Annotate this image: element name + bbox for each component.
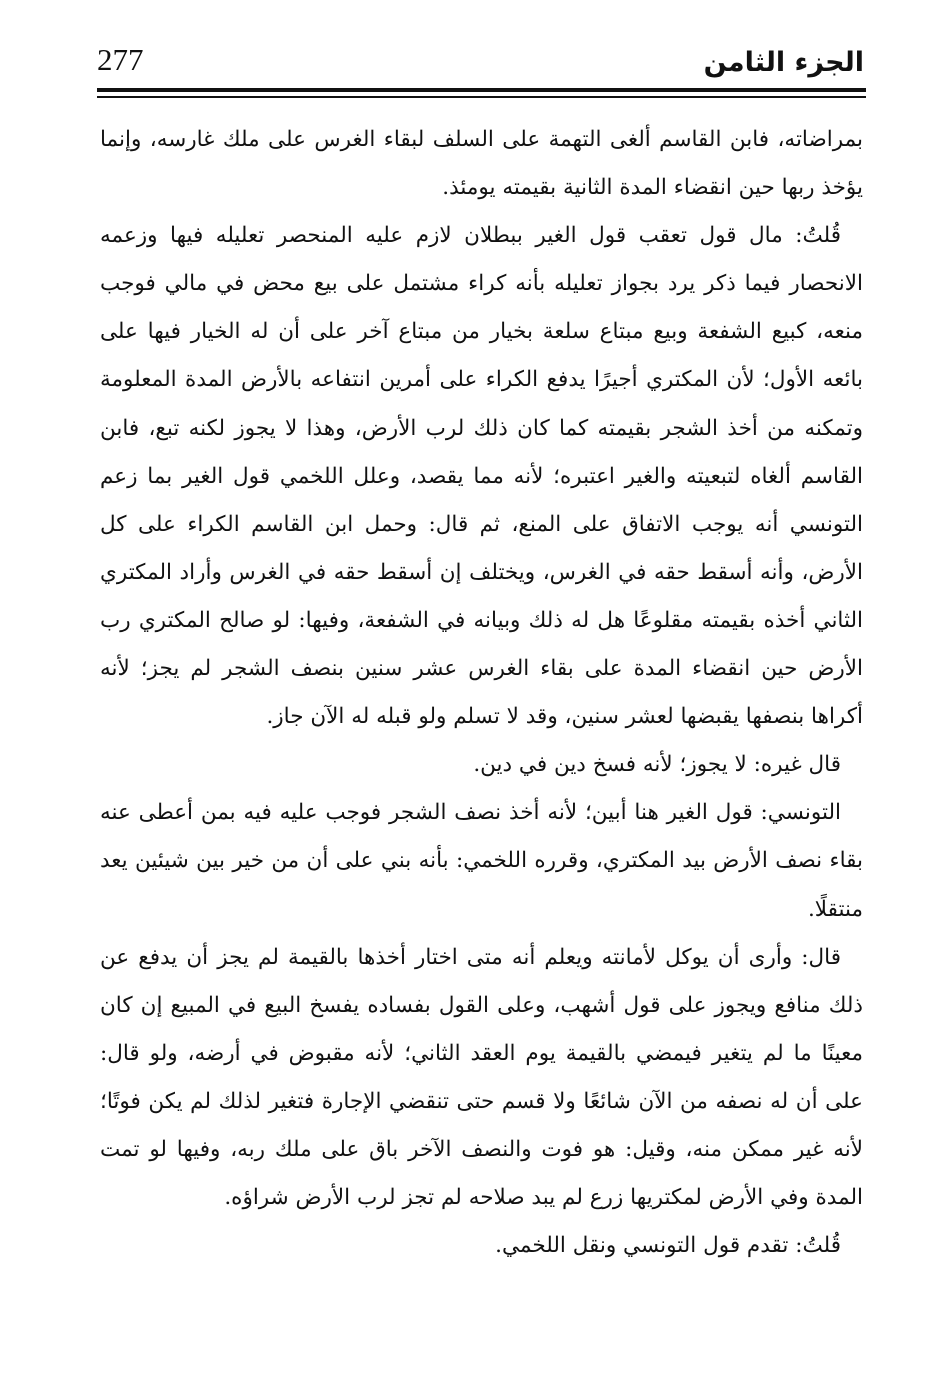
paragraph-2 (100, 212, 863, 741)
paragraph-4 (100, 789, 863, 933)
paragraph-1 (100, 116, 863, 212)
paragraph-text: مال قول تعقب قول الغير ببطلان لازم عليه المنحصر تعليله فيها وزعمه الانحصار فيما ذكر يرد بجواز تعليله بأنه كراء مشتمل على بيع محض في مالي فوجب منعه، كبيع الشفعة وبيع مبتاع سلعة بخيار من مبتاع آخر على أن له الخيار فيها على بائعه الأول؛ لأن المكتري أجيرًا يدفع الكراء على أمرين انتفاعه بالأرض المدة المعلومة وتمكنه من أخذ الشجر بقيمته كما كان ذلك لرب الأرض، وهذا لا يجوز لكنه تبع، فابن القاسم ألغاه لتبعيته والغير اعتبره؛ لأنه مما يقصد، وعلل اللخمي قول الغير بما زعم التونسي أنه يوجب الاتفاق على المنع، ثم قال: وحمل ابن القاسم الكراء على كل الأرض، وأنه أسقط حقه في الغرس، ويختلف إن أسقط حقه في الغرس وأراد المكتري الثاني أخذه بقيمته مقلوعًا هل له ذلك وبيانه في الشفعة، وفيها: لو صالح المكتري رب الأرض حين انقضاء المدة على بقاء الغرس عشر سنين بنصف الشجر لم يجز؛ لأنه أكراها بنصفها يقبضها لعشر سنين، وقد لا تسلم ولو قبله له الآن جاز. (100, 223, 863, 730)
paragraph-lead: قُلتُ: (795, 1233, 841, 1259)
paragraph-text: بمراضاته، فابن القاسم ألغى التهمة على السلف لبقاء الغرس على ملك غارسه، وإنما يؤخذ ربها حين انقضاء المدة الثانية بقيمته يومئذ. (100, 127, 863, 201)
paragraph-text: قال: وأرى أن يوكل لأمانته ويعلم أنه متى اختار أخذها بالقيمة لم يجز أن يدفع عن ذلك منافع ويجوز على قول أشهب، وعلى القول بفساده يفسخ البيع في المبيع إن كان معينًا ما لم يتغير فيمضي بالقيمة يوم العقد الثاني؛ لأنه مقبوض في أرضه، ولو قال: على أن له نصفه من الآن شائعًا ولا قسم حتى تنقضي الإجارة فتغير لذلك لم يكن فوتًا؛ لأنه غير ممكن منه، وقيل: هو فوت والنصف الآخر باق على ملك ربه، وفيها لو تمت المدة وفي الأرض لمكتريها زرع لم يبد صلاحه لم تجز لرب الأرض شراؤه. (100, 944, 863, 1211)
paragraph-5 (100, 934, 863, 1223)
paragraph-lead: قُلتُ: (795, 223, 841, 249)
paragraph-3 (100, 741, 863, 789)
paragraph-text: تقدم قول التونسي ونقل اللخمي. (495, 1233, 796, 1259)
header-rule-thick (97, 88, 866, 92)
paragraph-6 (100, 1222, 863, 1270)
paragraph-text: التونسي: قول الغير هنا أبين؛ لأنه أخذ نصف الشجر فوجب عليه فيه بمن أعطى عنه بقاء نصف الأرض بيد المكتري، وقرره اللخمي: بأنه بني على أن من خير بين شيئين يعد منتقلًا. (100, 800, 863, 922)
body-text (100, 116, 863, 1270)
paragraph-text: قال غيره: لا يجوز؛ لأنه فسخ دين في دين. (473, 752, 841, 778)
header-rule-thin (97, 96, 866, 98)
page-number: 277 (97, 42, 144, 77)
running-head: الجزء الثامن (703, 47, 864, 78)
